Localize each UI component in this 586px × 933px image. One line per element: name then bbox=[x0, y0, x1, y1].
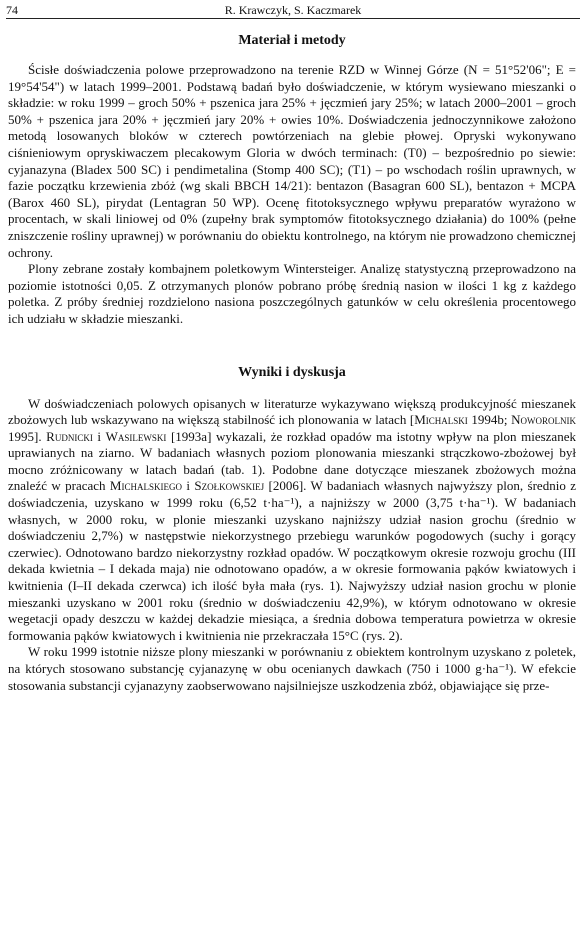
running-header bbox=[6, 2, 580, 18]
citation-author: Michalskiego bbox=[109, 478, 182, 494]
header-rule bbox=[6, 18, 580, 19]
text-run: i bbox=[181, 478, 195, 494]
paragraph bbox=[8, 396, 576, 645]
paragraph: W roku 1999 istotnie niższe plony mieszanki w porównaniu z obiektem kontrolnym uzyskano z poletek, na których stosowano substancję cyjanazynę w obu ocenianych dawkach (750 i 1000 g·ha⁻¹). W efekcie stosowania substancji cyjanazyny zaobserwowano najsilniejsze uszkodzenia zbóż, objawiające się prze- bbox=[8, 644, 576, 693]
citation-author: Michalski bbox=[414, 412, 468, 428]
text-run: i bbox=[92, 428, 106, 444]
article-body bbox=[8, 32, 576, 694]
text-run: 1994b; bbox=[467, 412, 512, 428]
section-title-results-discussion: Wyniki i dyskusja bbox=[238, 364, 346, 380]
paragraph: Ścisłe doświadczenia polowe przeprowadzono na terenie RZD w Winnej Górze (N = 51°52'06"; E = 19°54'54") w latach 1999–2001. Podstawą badań było doświadczenie, w którym wysiewano mieszanki o składzie: w roku 1999 – groch 50% + pszenica jara 25% + jęczmień jary 25%; w latach 2000–2001 – groch 50% + pszenica jara 20% + jęczmień jary 20% + owies 10%. Doświadczenia jednoczynnikowe założono metodą losowanych bloków w czterech powtórzeniach na glebie płowej. Opryski wykonywano ciśnieniowym opryskiwaczem plecakowym Gloria w dwóch terminach: (T0) – bezpośrednio po siewie: cyjanazyna (Bladex 500 SC) i pendimetalina (Stomp 400 SC); (T1) – po wschodach roślin uprawnych, w fazie początku krzewienia zbóż (wg skali BBCH 14/21): bentazon (Basagran 600 SL), bentazon + MCPA (Barox 460 SL), pirydat (Lentagran 50 WP). Ocenę fitotoksycznego wpływu preparatów wyrażono w procentach, w skali liniowej od 0% (zupełny brak symptomów fitotoksycznego działania) do 100% (pełne zniszczenie rośliny uprawnej) w porównaniu do obiektu kontrolnego, na którym nie prowadzono chemicznej ochrony. bbox=[8, 62, 576, 260]
text-run: W doświadczeniach polowych opisanych w literaturze wykazywano większą produkcyjność mieszanek zbożowych lub wskazywano na większą stabilność ich plonowania w latach [ bbox=[8, 395, 576, 428]
text-run: [2006]. W badaniach własnych najwyższy plon, średnio z doświadczenia, uzyskano w 1999 roku (6,52 t·ha⁻¹), a najniższy w 2000 (3,75 t·ha⁻¹). W badaniach własnych, w 2000 roku, w plonie mieszanki uzyskano najniższy udział nasion grochu (średnio w doświadczeniu 2,7%) w następstwie niekorzystnego przebiegu warunków pogodowych (suchy i gorący czerwiec). Odnotowano bardzo niekorzystny rozkład opadów. W początkowym okresie rozwoju grochu (III dekada kwietnia – I dekada maja) nie odnotowano opadów, a w okresie formowania pąków kwiatowych i kwitnienia (I–II dekada czerwca) ich ilość była mała (rys. 1). Najwyższy udział nasion grochu w plonie mieszanki uzyskano w 2001 roku (średnio w doświadczeniu 42,9%), w którym odnotowano w okresie wegetacji opady deszczu w każdej dekadzie miesiąca, a średnia dobowa temperatura powietrza w okresie formowania pąków kwiatowych i kwitnienia nie przekraczała 15°C (rys. 2). bbox=[8, 478, 576, 643]
paragraph: Plony zebrane zostały kombajnem poletkowym Wintersteiger. Analizę statystyczną przeprowadzono na poziomie istotności 0,05. Z otrzymanych plonów pobrano próbę średnią nasion w ilości 1 kg z każdego poletka. Z próby średniej rozdzielono nasiona poszczególnych gatunków w celu określenia procentowego ich udziału w składzie mieszanki. bbox=[8, 261, 576, 326]
citation-author: Noworolnik bbox=[511, 412, 576, 428]
section-title-materials-methods: Materiał i metody bbox=[238, 33, 346, 48]
text-run: [1993a] wykazali, że rozkład opadów ma istotny wpływ na plon mieszanek uprawianych na ziarno. W badaniach własnych poziom plonowania mieszanki strączkowo-zbożowej był mocno zróżnicowany w latach badań (tab. 1). Podobne dane dotyczące mieszanek zbożowych można znaleźć w pracach bbox=[8, 428, 576, 494]
citation-author: Rudnicki bbox=[46, 428, 93, 444]
text-run: 1995]. bbox=[8, 428, 47, 444]
citation-author: Szołkowskiej bbox=[194, 478, 265, 494]
running-title: R. Krawczyk, S. Kaczmarek bbox=[224, 3, 362, 17]
citation-author: Wasilewski bbox=[105, 428, 167, 444]
page-number: 74 bbox=[6, 3, 18, 17]
